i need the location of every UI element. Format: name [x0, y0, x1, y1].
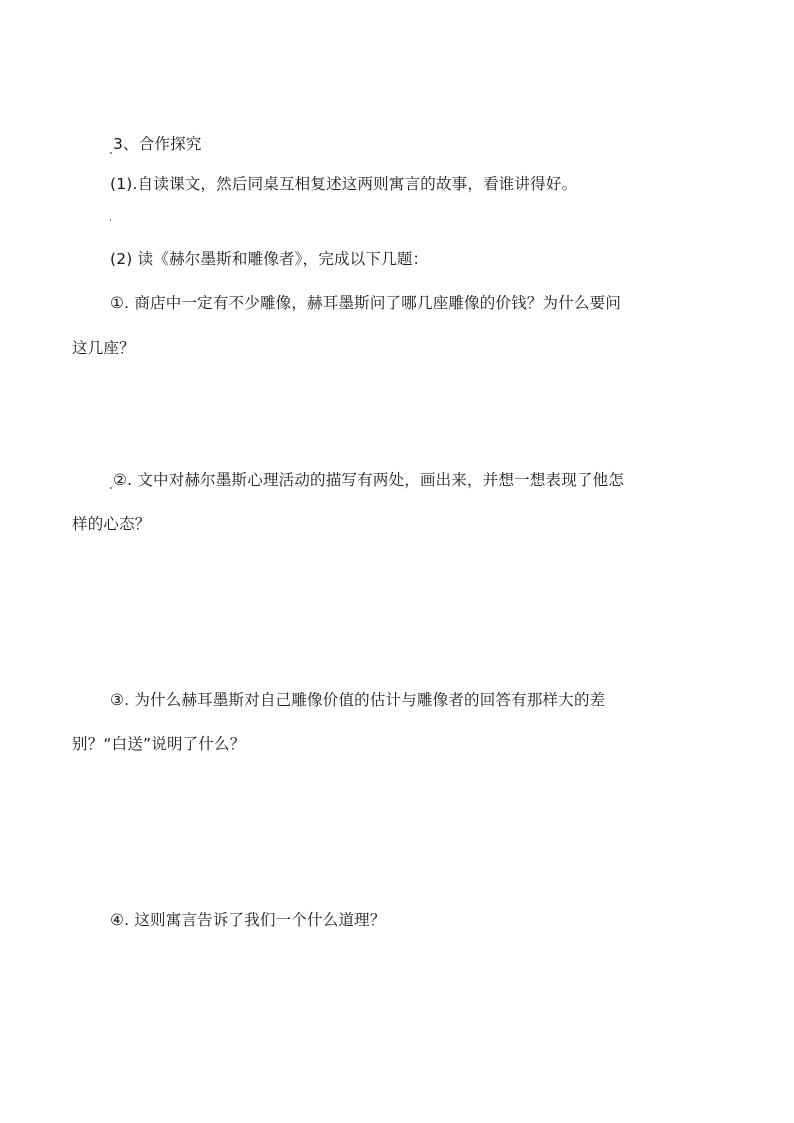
task-1-text: (1).自读课文，然后同桌互相复述这两则寓言的故事，看谁讲得好。	[110, 175, 578, 193]
question-2-line-1: ②. 文中对赫尔墨斯心理活动的描写有两处，画出来，并想一想表现了他怎	[113, 471, 625, 489]
question-1-line-1: ①. 商店中一定有不少雕像，赫耳墨斯问了哪几座雕像的价钱？为什么要问	[110, 294, 622, 312]
text-mark	[110, 487, 112, 489]
question-1-line-2: 这几座？	[72, 339, 135, 357]
task-2-intro: (2) 读《赫尔墨斯和雕像者》，完成以下几题：	[110, 250, 429, 268]
question-3-line-2: 别？“白送”说明了什么？	[72, 735, 246, 753]
text-mark	[110, 152, 112, 154]
question-4-line-1: ④. 这则寓言告诉了我们一个什么道理？	[110, 911, 386, 929]
question-3-line-1: ③. 为什么赫耳墨斯对自己雕像价值的估计与雕像者的回答有那样大的差	[110, 691, 606, 709]
question-2-line-2: 样的心态？	[72, 515, 151, 533]
text-mark	[110, 219, 111, 221]
section-heading: 3、合作探究	[113, 135, 202, 153]
